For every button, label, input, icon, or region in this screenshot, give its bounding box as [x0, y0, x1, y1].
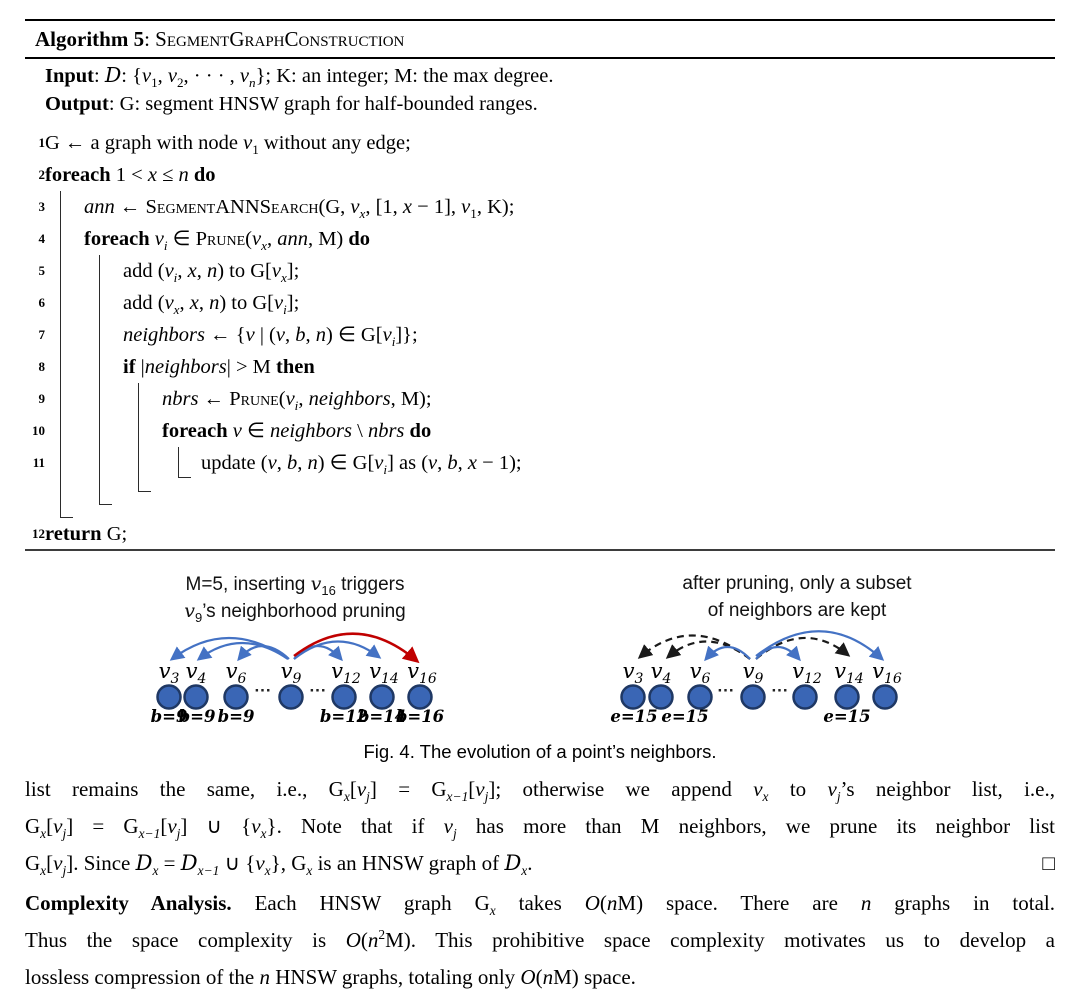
old-edges-blue — [172, 638, 379, 659]
algorithm-title: Algorithm 5: SegmentGraphConstruction — [35, 27, 405, 51]
line-number: 7 — [38, 327, 45, 342]
node-v9 — [742, 686, 765, 709]
kept-edge-v9-v6 — [706, 647, 750, 659]
node-v6 — [225, 686, 248, 709]
text-line: Thus the space complexity is $O(n^2M)$. This prohibitive space complexity motivates us to develop a — [25, 927, 1055, 952]
node-label: $v_6$ — [225, 659, 247, 688]
algorithm-line — [25, 159, 1055, 191]
node-v4 — [650, 686, 673, 709]
line-number: 1 — [38, 135, 45, 150]
end-version-tag: e=15 — [661, 707, 709, 726]
node-label: $v_3$ — [622, 659, 644, 688]
graph-nodes — [158, 686, 432, 709]
node-label: $v_{12}$ — [792, 659, 822, 688]
kept-edge-v9-v16 — [756, 631, 882, 659]
algorithm-line — [25, 447, 1055, 479]
text-line: list remains the same, i.e., $G_x[v_j] = G_{x-1}[v_j]$; otherwise we append $v_x$ to $v_j’s$ neighbor list, i.e., — [25, 777, 1055, 805]
node-label: $v_3$ — [158, 659, 180, 688]
node-label: $v_{16}$ — [872, 659, 902, 688]
ellipsis-dots: ··· — [254, 681, 272, 700]
edge-v9-v4 — [199, 643, 288, 659]
right-caption-line2: of neighbors are kept — [707, 600, 887, 621]
node-label: $v_{16}$ — [407, 659, 437, 688]
node-v14 — [371, 686, 394, 709]
line-code: neighbors ← {v | (v, b, n) ∈ $G[v_i]$}; — [123, 324, 418, 350]
line-code: if |neighbors| > M then — [123, 356, 315, 378]
algorithm-line — [25, 127, 1055, 159]
node-label: $v_4$ — [185, 659, 207, 688]
line-number: 6 — [38, 295, 45, 310]
algorithm-line — [25, 415, 1055, 447]
line-code: nbrs ← $Prune(v_i$, neighbors, M); — [162, 388, 432, 414]
node-v9 — [280, 686, 303, 709]
begin-version-tag: b=9 — [217, 707, 255, 726]
text-line — [25, 845, 1055, 882]
node-v12 — [794, 686, 817, 709]
ellipsis-dots: ··· — [309, 681, 327, 700]
end-version-tag: e=15 — [823, 707, 871, 726]
algorithm-output-line: Output: G: segment HNSW graph for half-bounded ranges. — [45, 93, 538, 115]
algorithm-line — [25, 351, 1055, 383]
node-label: $v_9$ — [280, 659, 302, 688]
text-line: Complexity Analysis. Each HNSW graph $G_x$ takes O(nM) space. There are n graphs in total. — [25, 891, 1055, 919]
line-code: add ($v_x$, x, n) to $G[v_i]$; — [123, 292, 300, 318]
ellipsis-dots: ··· — [771, 681, 789, 700]
line-number: 4 — [38, 231, 45, 246]
begin-version-tag: b=14 — [357, 707, 407, 726]
line-code: ann ← SegmentANNSearch(G, $v_x$, [1, x − 1], $v_1$, K); — [84, 196, 515, 222]
figure-caption: Fig. 4. The evolution of a point’s neighbors. — [363, 741, 717, 762]
text-line: $G_x[v_j] = G_{x-1}[v_j]$ ∪ $\{v_x\}$. Note that if $v_j$ has more than M neighbors, we prune its neighbor list — [25, 814, 1055, 842]
body-text — [25, 771, 1055, 996]
figure-panels — [0, 573, 1080, 739]
paragraph-complexity-analysis — [25, 885, 1055, 996]
node-v14 — [836, 686, 859, 709]
edge-v9-v6 — [239, 646, 289, 659]
node-v12 — [333, 686, 356, 709]
ellipsis-dots: ··· — [717, 681, 735, 700]
qed-box: □ — [1042, 851, 1055, 875]
line-number: 8 — [38, 359, 45, 374]
algorithm-io — [25, 59, 1055, 119]
algorithm-header — [25, 21, 1055, 59]
algorithm-line — [25, 223, 1055, 255]
node-v6 — [689, 686, 712, 709]
text-line: lossless compression of the n HNSW graphs, totaling only O(nM) space. — [25, 965, 636, 989]
edge-v9-v12 — [294, 646, 341, 659]
line-code: foreach v ∈ neighbors \ nbrs do — [162, 420, 432, 442]
text-line-content: $G_x[v_j]$. Since $D_x = D_{x-1}$ ∪ $\{v_x\}$, $G_x$ is an HNSW graph of $D_x$. — [25, 851, 533, 879]
algorithm-line — [25, 383, 1055, 415]
right-caption-line1: after pruning, only a subset — [682, 573, 912, 594]
line-code: foreach $v_i$ ∈ $Prune(v_x$, ann, M) do — [84, 228, 371, 254]
line-code: update (v, b, n) ∈ $G[v_i]$ as (v, b, x − 1); — [201, 452, 522, 478]
paragraph-proof — [25, 771, 1055, 882]
line-code: G ← a graph with node $v_1$ without any edge; — [45, 132, 411, 158]
node-v3 — [158, 686, 181, 709]
line-number: 3 — [38, 199, 45, 214]
algorithm-input-line: Input: D: {$v_1$, $v_2$, · · · , $v_n$}; K: an integer; M: the max degree. — [45, 63, 554, 91]
node-label: $v_{12}$ — [331, 659, 361, 688]
node-v16 — [409, 686, 432, 709]
left-caption-line1: M=5, inserting $v_{16}$ triggers — [185, 573, 405, 598]
begin-version-tag: b=12 — [319, 707, 369, 726]
node-v4 — [185, 686, 208, 709]
block-feet-spacer — [25, 479, 1055, 519]
line-number: 11 — [32, 455, 45, 470]
begin-version-tag: b=9 — [178, 707, 216, 726]
node-label: $v_9$ — [742, 659, 764, 688]
node-v16 — [874, 686, 897, 709]
node-label: $v_{14}$ — [369, 659, 399, 688]
algorithm-line — [25, 191, 1055, 223]
left-caption-line2: $v_9’s$ neighborhood pruning — [184, 600, 406, 625]
figure-left-panel — [130, 573, 560, 739]
begin-version-tag: b=9 — [150, 707, 188, 726]
figure-4 — [0, 573, 1080, 763]
node-label: $v_6$ — [689, 659, 711, 688]
figure-right-panel — [610, 573, 1080, 739]
algorithm-body — [25, 119, 1055, 549]
kept-edges-blue — [706, 631, 882, 659]
line-number: 9 — [38, 391, 45, 406]
graph-nodes — [622, 686, 897, 709]
line-number: 12 — [32, 526, 45, 541]
line-number: 5 — [38, 263, 45, 278]
edge-v9-v14 — [294, 641, 379, 659]
line-code: add ($v_i$, x, n) to $G[v_x]$; — [123, 260, 300, 286]
node-label: $v_4$ — [650, 659, 672, 688]
kept-edge-v9-v12 — [756, 647, 799, 659]
line-code: foreach 1 < x ≤ n do — [45, 164, 216, 186]
node-v3 — [622, 686, 645, 709]
begin-version-tag: b=16 — [395, 707, 445, 726]
algorithm-5-box — [25, 19, 1055, 551]
node-label: $v_{14}$ — [834, 659, 864, 688]
end-version-tag: e=15 — [610, 707, 658, 726]
algorithm-line — [25, 319, 1055, 351]
line-number: 2 — [38, 167, 45, 182]
line-code: return G; — [45, 523, 128, 545]
algorithm-line — [25, 519, 1055, 549]
line-number: 10 — [32, 423, 45, 438]
pruned-edges-dashed — [640, 635, 848, 659]
algorithm-line — [25, 255, 1055, 287]
algorithm-line — [25, 287, 1055, 319]
